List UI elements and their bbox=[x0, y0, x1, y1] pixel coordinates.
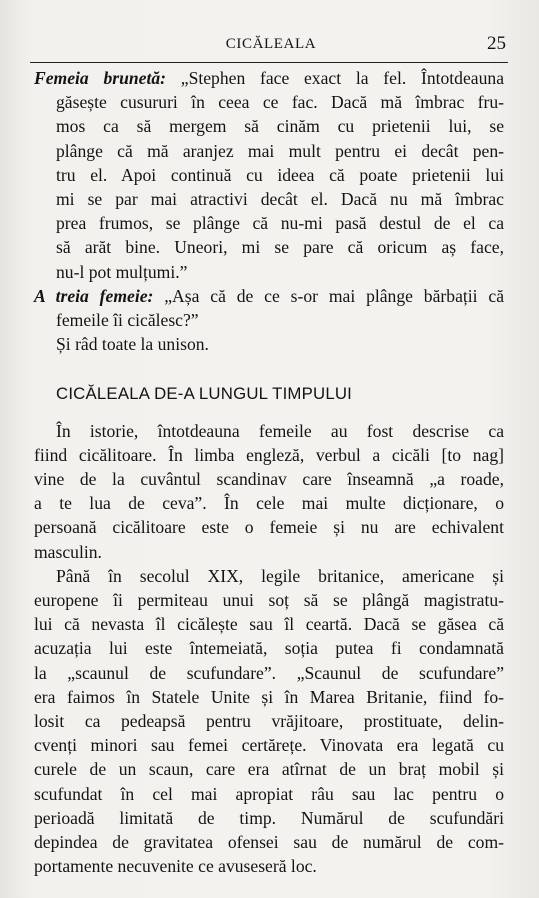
paragraph-line: depindea de gravitatea ofensei sau de numărul de com- bbox=[34, 832, 504, 853]
dialogue-line: să arăt bine. Uneori, mi se pare că oricum aș face, bbox=[56, 237, 504, 258]
dialogue-line: mi se par mai atractivi decât el. Dacă nu mă îmbrac bbox=[56, 189, 504, 210]
closing-line: Și râd toate la unison. bbox=[56, 334, 209, 355]
section-heading: CICĂLEALA DE-A LUNGUL TIMPULUI bbox=[56, 384, 353, 404]
dialogue-line: A treia femeie: „Așa că de ce s-or mai plânge bărbații că bbox=[34, 285, 504, 306]
paragraph-line: europene îi permiteau unui soț să se plângă magistratu- bbox=[34, 590, 504, 611]
paragraph-line: persoană cicălitoare este o femeie și nu are echivalent bbox=[34, 517, 504, 538]
speaker-label: A treia femeie: bbox=[34, 285, 154, 306]
paragraph-line: perioadă limitată de timp. Numărul de scufundări bbox=[34, 807, 504, 828]
dialogue-line: găsește cusururi în ceea ce fac. Dacă mă îmbrac fru- bbox=[56, 92, 504, 113]
paragraph-line: losit ca pedeapsă pentru vrăjitoare, prostituate, delin- bbox=[34, 711, 504, 732]
paragraph-line: a te lua de ceva”. În cele mai multe dicționare, o bbox=[34, 493, 504, 514]
paragraph-line: acuzația lui este întemeiată, soția putea fi condamnată bbox=[34, 638, 504, 659]
paragraph-line: În istorie, întotdeauna femeile au fost descrise ca bbox=[56, 420, 504, 441]
paragraph-line: la „scaunul de scufundare”. „Scaunul de scufundare” bbox=[34, 662, 504, 683]
dialogue-line: plânge că mă aranjez mai mult pentru ei decât pen- bbox=[56, 140, 504, 161]
paragraph-line: cvenți minori sau femei certărețe. Vinovata era legată cu bbox=[34, 735, 504, 756]
paragraph-line: lui că nevasta îl cicălește sau îl ceartă. Dacă se găsea că bbox=[34, 614, 504, 635]
body-text bbox=[34, 66, 504, 879]
running-title: CICĂLEALA bbox=[225, 36, 317, 52]
dialogue-line: tru el. Apoi continuă cu ideea că poate prietenii lui bbox=[56, 164, 504, 185]
page-number: 25 bbox=[487, 33, 506, 54]
paragraph-line: curele de un scaun, care era atîrnat de un braț mobil și bbox=[34, 759, 504, 780]
dialogue-line: prea frumos, se plânge că nu-mi pasă destul de el ca bbox=[56, 213, 504, 234]
paragraph-line: vine de la cuvântul scandinav care înseamnă „a roade, bbox=[34, 469, 504, 490]
dialogue-line: mos ca să mergem să cinăm cu prietenii lui, se bbox=[56, 116, 504, 137]
paragraph-line: masculin. bbox=[34, 541, 102, 562]
speaker-label: Femeia brunetă: bbox=[34, 68, 167, 88]
paragraph-line: scufundat în cel mai apropiat râu sau lac pentru o bbox=[34, 783, 504, 804]
running-header bbox=[36, 32, 506, 56]
paragraph-line: Până în secolul XIX, legile britanice, americane și bbox=[56, 565, 504, 586]
dialogue-line: nu-l pot mulțumi.” bbox=[56, 261, 188, 282]
paragraph-line: portamente necuvenite ce avuseseră loc. bbox=[34, 856, 317, 877]
dialogue-line: Femeia brunetă: „Stephen face exact la fel. Întotdeauna bbox=[34, 68, 505, 88]
dialogue-line: femeile îi cicălesc?” bbox=[56, 310, 199, 331]
paragraph-line: fiind cicălitoare. În limba engleză, verbul a cicăli [to nag] bbox=[34, 444, 504, 465]
header-rule bbox=[30, 62, 508, 63]
paragraph-line: era faimos în Statele Unite și în Marea Britanie, fiind fo- bbox=[34, 686, 504, 707]
